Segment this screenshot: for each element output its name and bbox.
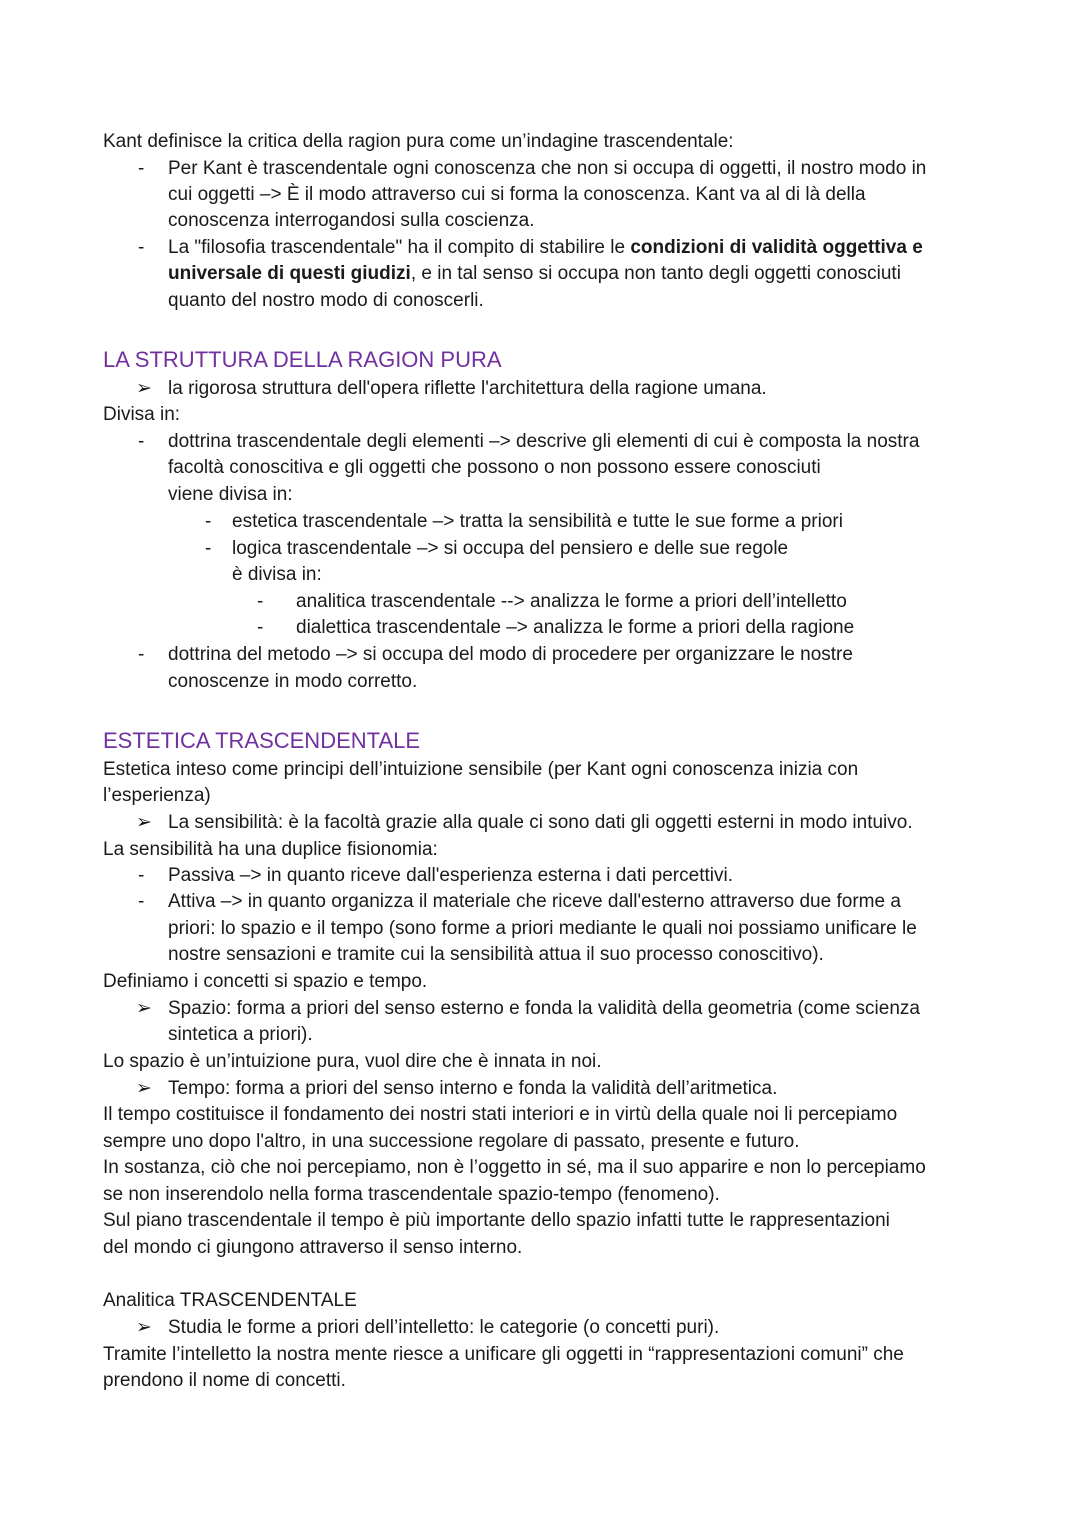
piano-paragraph-line-1: Sul piano trascendentale il tempo è più importante dello spazio infatti tutte le rappresentazioni bbox=[103, 1210, 890, 1231]
attiva-item-line-3: nostre sensazioni e tramite cui la sensibilità attua il suo processo conoscitivo). bbox=[168, 944, 824, 965]
piano-paragraph-line-2: del mondo ci giungono attraverso il senso interno. bbox=[103, 1237, 523, 1258]
arrow-bullet-icon: ➢ bbox=[136, 1078, 152, 1099]
logica-item-line-1: logica trascendentale –> si occupa del pensiero e delle sue regole bbox=[232, 538, 789, 559]
attiva-item-line-2: priori: lo spazio e il tempo (sono forme a priori mediante le quali noi possiamo unificare le bbox=[168, 918, 917, 939]
dash-marker: - bbox=[257, 617, 264, 638]
bold-phrase: universale di questi giudizi bbox=[168, 263, 411, 284]
dottrina-elementi-line-3: viene divisa in: bbox=[168, 484, 293, 505]
intro-bullet-1-line-3: conoscenza interrogandosi sulla coscienza. bbox=[168, 210, 535, 231]
dash-marker: - bbox=[257, 591, 264, 612]
dottrina-metodo-line-2: conoscenze in modo corretto. bbox=[168, 671, 418, 692]
intro-paragraph: Kant definisce la critica della ragion pura come un’indagine trascendentale: bbox=[103, 131, 734, 152]
sostanza-paragraph-line-2: se non inserendolo nella forma trascendentale spazio-tempo (fenomeno). bbox=[103, 1184, 720, 1205]
tempo-paragraph-line-2: sempre uno dopo l'altro, in una successione regolare di passato, presente e futuro. bbox=[103, 1131, 800, 1152]
spazio-arrow-line-1: Spazio: forma a priori del senso esterno e fonda la validità della geometria (come scienza bbox=[168, 998, 920, 1019]
divisa-label: Divisa in: bbox=[103, 404, 181, 425]
estetica-item: estetica trascendentale –> tratta la sensibilità e tutte le sue forme a priori bbox=[232, 511, 843, 532]
section-heading-analitica: Analitica TRASCENDENTALE bbox=[103, 1290, 357, 1311]
dash-marker: - bbox=[138, 237, 145, 258]
intro-bullet-2-line-1: La "filosofia trascendentale" ha il compito di stabilire le condizioni di validità oggettiva e bbox=[168, 237, 923, 258]
arrow-bullet-icon: ➢ bbox=[136, 378, 152, 399]
analitica-item: analitica trascendentale --> analizza le forme a priori dell’intelletto bbox=[296, 591, 847, 612]
dottrina-elementi-line-2: facoltà conoscitiva e gli oggetti che possono o non possono essere conosciuti bbox=[168, 457, 821, 478]
dash-marker: - bbox=[138, 644, 145, 665]
sostanza-paragraph-line-1: In sostanza, ciò che noi percepiamo, non è l’oggetto in sé, ma il suo apparire e non lo percepiamo bbox=[103, 1157, 926, 1178]
estetica-intro-line-2: l’esperienza) bbox=[103, 785, 211, 806]
section-heading-struttura: LA STRUTTURA DELLA RAGION PURA bbox=[103, 347, 502, 372]
struttura-arrow-line: la rigorosa struttura dell'opera riflette l'architettura della ragione umana. bbox=[168, 378, 767, 399]
tempo-arrow-line: Tempo: forma a priori del senso interno e fonda la validità dell’aritmetica. bbox=[168, 1078, 778, 1099]
intelletto-paragraph-line-1: Tramite l’intelletto la nostra mente riesce a unificare gli oggetti in “rappresentazioni comuni” che bbox=[103, 1344, 904, 1365]
analitica-arrow-line: Studia le forme a priori dell’intelletto: le categorie (o concetti puri). bbox=[168, 1317, 720, 1338]
arrow-bullet-icon: ➢ bbox=[136, 1317, 152, 1338]
estetica-intro-line-1: Estetica inteso come principi dell’intuizione sensibile (per Kant ogni conoscenza inizia con bbox=[103, 759, 859, 780]
intro-bullet-2-line-3: quanto del nostro modo di conoscerli. bbox=[168, 290, 484, 311]
sensibilita-paragraph: La sensibilità ha una duplice fisionomia: bbox=[103, 839, 438, 860]
definiamo-paragraph: Definiamo i concetti si spazio e tempo. bbox=[103, 971, 428, 992]
intro-bullet-1-line-2: cui oggetti –> È il modo attraverso cui si forma la conoscenza. Kant va al di là della bbox=[168, 184, 866, 205]
dash-marker: - bbox=[205, 538, 212, 559]
intro-bullet-2-line-2: universale di questi giudizi, e in tal senso si occupa non tanto degli oggetti conosciuti bbox=[168, 263, 901, 284]
sensibilita-arrow-line: La sensibilità: è la facoltà grazie alla quale ci sono dati gli oggetti esterni in modo intuivo. bbox=[168, 812, 913, 833]
section-heading-estetica: ESTETICA TRASCENDENTALE bbox=[103, 728, 421, 753]
spazio-arrow-line-2: sintetica a priori). bbox=[168, 1024, 313, 1045]
passiva-item: Passiva –> in quanto riceve dall'esperienza esterna i dati percettivi. bbox=[168, 865, 733, 886]
dash-marker: - bbox=[138, 865, 145, 886]
spazio-paragraph: Lo spazio è un’intuizione pura, vuol dire che è innata in noi. bbox=[103, 1051, 602, 1072]
logica-item-line-2: è divisa in: bbox=[232, 564, 322, 585]
dottrina-elementi-line-1: dottrina trascendentale degli elementi –> descrive gli elementi di cui è composta la nostra bbox=[168, 431, 920, 452]
bold-phrase: condizioni di validità oggettiva e bbox=[630, 237, 923, 258]
dash-marker: - bbox=[138, 158, 145, 179]
dash-marker: - bbox=[138, 431, 145, 452]
arrow-bullet-icon: ➢ bbox=[136, 998, 152, 1019]
intelletto-paragraph-line-2: prendono il nome di concetti. bbox=[103, 1370, 346, 1391]
tempo-paragraph-line-1: Il tempo costituisce il fondamento dei nostri stati interiori e in virtù della quale noi li percepiamo bbox=[103, 1104, 898, 1125]
dash-marker: - bbox=[138, 891, 145, 912]
dottrina-metodo-line-1: dottrina del metodo –> si occupa del modo di procedere per organizzare le nostre bbox=[168, 644, 853, 665]
arrow-bullet-icon: ➢ bbox=[136, 812, 152, 833]
attiva-item-line-1: Attiva –> in quanto organizza il materiale che riceve dall'esterno attraverso due forme a bbox=[168, 891, 901, 912]
intro-bullet-1-line-1: Per Kant è trascendentale ogni conoscenza che non si occupa di oggetti, il nostro modo in bbox=[168, 158, 927, 179]
dash-marker: - bbox=[205, 511, 212, 532]
dialettica-item: dialettica trascendentale –> analizza le forme a priori della ragione bbox=[296, 617, 855, 638]
